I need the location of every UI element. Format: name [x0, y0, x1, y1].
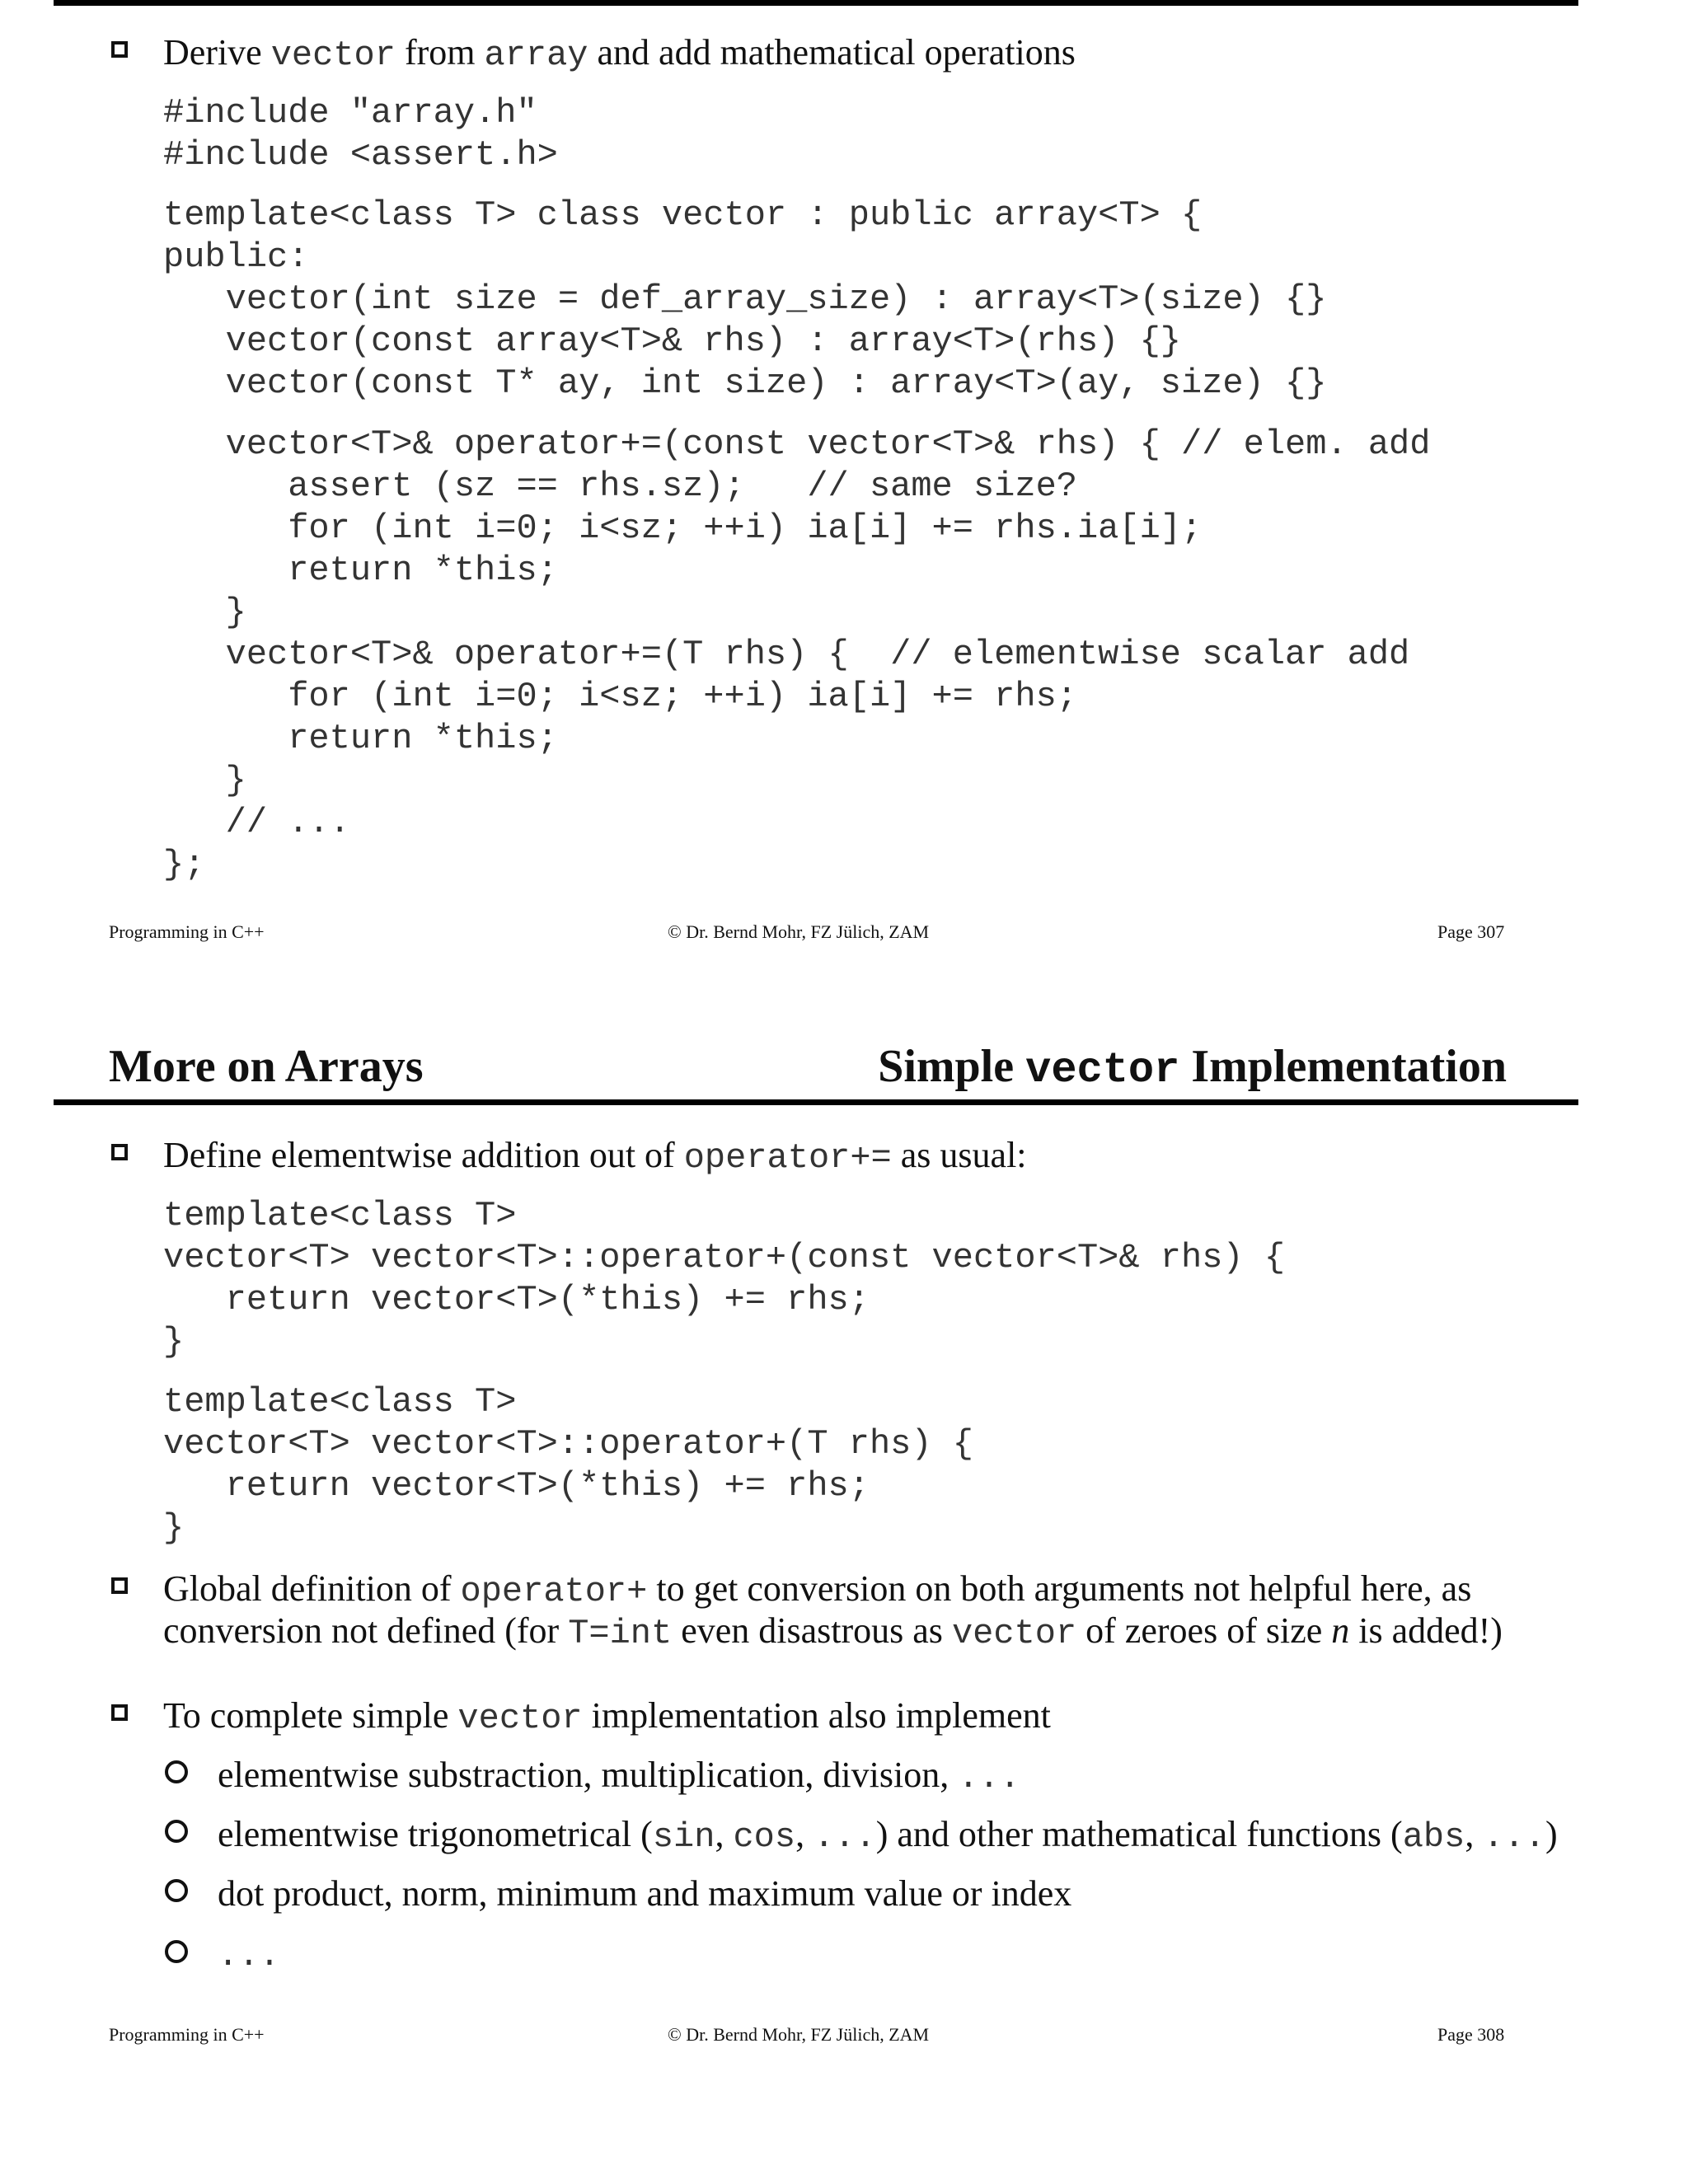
bullet-checkbox-icon: [111, 1144, 128, 1160]
bullet-text: Global definition of operator+ to get conversion on both arguments not helpful here, as: [163, 1568, 1472, 1611]
page-title-right: Simple vector Implementation: [878, 1041, 1507, 1094]
bullet-checkbox-icon: [111, 1577, 128, 1594]
footer-page-number: Page 307: [1437, 921, 1505, 942]
bullet-checkbox-icon: [111, 41, 128, 58]
footer-left: Programming in C++: [109, 921, 265, 942]
code-vector-plus: template<class T> vector<T> vector<T>::operator+(const vector<T>& rhs) { return vector<T>(*this) += rhs; }: [163, 1196, 1286, 1361]
sub-bullet-circle-icon: [165, 1879, 188, 1902]
code-class-definition: template<class T> class vector : public array<T> { public: vector(int size = def_array_size) : array<T>(size) {} vector(const array<T>& rhs) : array<T>(rhs) {} vector(const T* ay, int size) : array<T>(ay, size) {}: [163, 195, 1327, 403]
top-rule: [54, 0, 1578, 6]
footer-left: Programming in C++: [109, 2024, 265, 2045]
sub-bullet-circle-icon: [165, 1760, 188, 1783]
heading-rule: [54, 1099, 1578, 1105]
code-scalar-plus: template<class T> vector<T> vector<T>::operator+(T rhs) { return vector<T>(*this) += rhs; }: [163, 1382, 973, 1548]
bullet-text: Define elementwise addition out of operator+= as usual:: [163, 1135, 1027, 1178]
code-includes: #include "array.h" #include <assert.h>: [163, 93, 558, 175]
bullet-text: To complete simple vector implementation also implement: [163, 1695, 1051, 1738]
sub-bullet-text: ...: [218, 1936, 280, 1975]
sub-bullet-text: dot product, norm, minimum and maximum value or index: [218, 1873, 1072, 1914]
sub-bullet-text: elementwise substraction, multiplication, division, ...: [218, 1755, 1020, 1797]
bullet-text: Derive vector from array and add mathematical operations: [163, 32, 1076, 75]
code-operators: vector<T>& operator+=(const vector<T>& rhs) { // elem. add assert (sz == rhs.sz); // same size? for (int i=0; i<sz; ++i) ia[i] += rhs.ia[i]; return *this; } vector<T>& operator+=(T rhs) { // elementwise scalar add for (int i=0; i<sz; ++i) ia[i] += rhs; return *this; } // ... };: [163, 424, 1431, 884]
footer-center: © Dr. Bernd Mohr, FZ Jülich, ZAM: [668, 2024, 930, 2045]
bullet-text-continued: conversion not defined (for T=int even disastrous as vector of zeroes of size n is added!): [163, 1610, 1503, 1653]
sub-bullet-text: elementwise trigonometrical (sin, cos, ...) and other mathematical functions (abs, ...): [218, 1814, 1558, 1857]
sub-bullet-circle-icon: [165, 1820, 188, 1843]
footer-page-number: Page 308: [1437, 2024, 1505, 2045]
page-title-left: More on Arrays: [109, 1041, 424, 1092]
bullet-checkbox-icon: [111, 1704, 128, 1721]
footer-center: © Dr. Bernd Mohr, FZ Jülich, ZAM: [668, 921, 930, 942]
sub-bullet-circle-icon: [165, 1940, 188, 1963]
